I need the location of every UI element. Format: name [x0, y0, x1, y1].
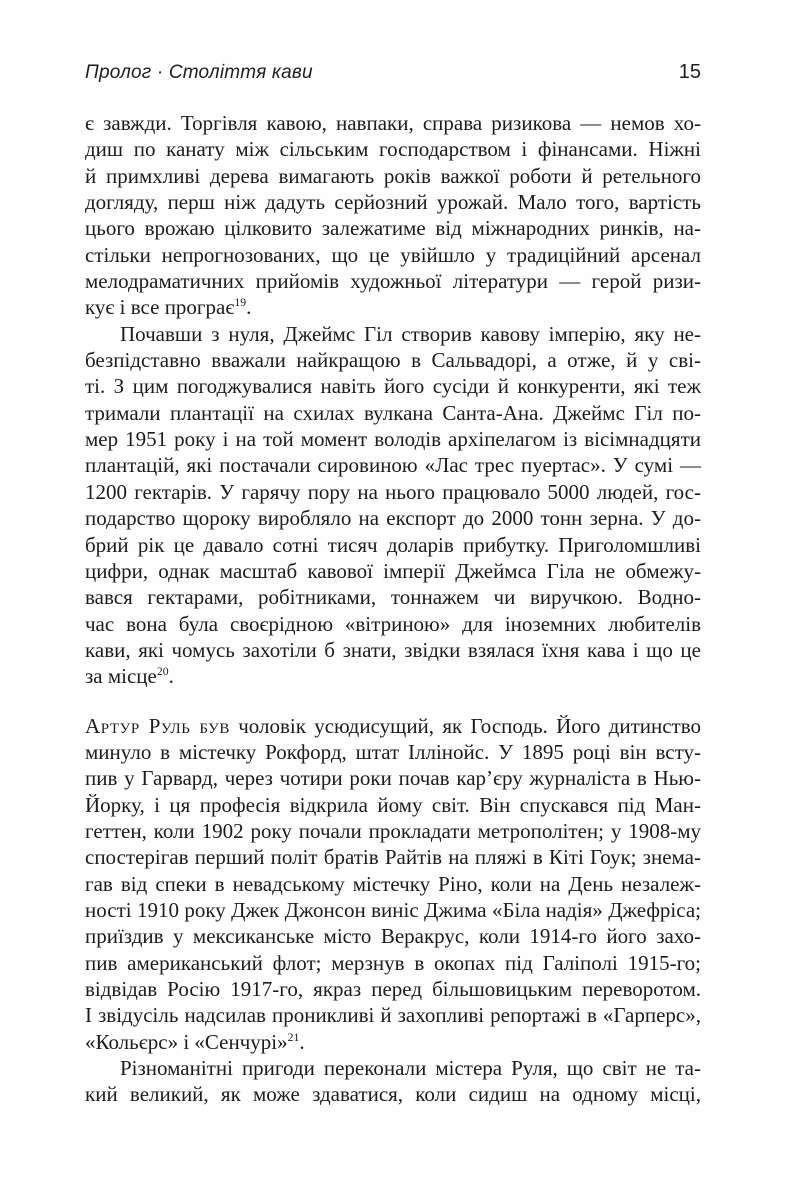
text-line: брий рік це давало сотні тисяч доларів прибутку. Приголомшливі — [85, 532, 701, 557]
paragraph — [85, 110, 701, 321]
text-line: 1200 гектарів. У гарячу пору на нього працювало 5000 людей, гос- — [85, 479, 701, 504]
text-line: ності 1910 року Джек Джонсон виніс Джима «Біла надія» Джефріса; — [85, 897, 701, 922]
text-line: цифри, однак масштаб кавової імперії Джеймса Гіла не обмежу- — [85, 558, 701, 583]
footnote-ref: 20 — [156, 665, 169, 679]
text-line: минуло в містечку Рокфорд, штат Іллінойс. У 1895 році він всту- — [85, 739, 701, 764]
text-line: кави, які чомусь захотіли б знати, звідки взялася їхня кава і що це — [85, 637, 701, 662]
text-line: за місце$^{20}$. — [85, 664, 174, 689]
text-line: «Кольєрс» і «Сенчурі»$^{21}$. — [85, 1029, 305, 1054]
text-line: стільки непрогнозованих, що це увійшло у традиційний арсенал — [85, 242, 701, 267]
text-line: час вона була своєрідною «вітриною» для іноземних любителів — [85, 611, 701, 636]
text-line: ті. З цим погоджувалися навіть його сусіди й конкуренти, які теж — [85, 374, 701, 399]
text-line: Йорку, і ця професія відкрила йому світ. Він спускався під Ман- — [85, 792, 701, 817]
section-lead-smallcaps: Артур Руль був — [85, 713, 230, 738]
text-line: геттен, коли 1902 року почали прокладати метрополітен; у 1908-му — [85, 818, 701, 843]
footnote-ref: 19 — [234, 296, 247, 310]
text-line: кий великий, як може здаватися, коли сидиш на одному місці, — [85, 1082, 701, 1107]
text-line: подарство щороку виробляло на експорт до 2000 тонн зерна. У до- — [85, 506, 701, 531]
page-header — [85, 61, 701, 84]
text-line: є завжди. Торгівля кавою, навпаки, справа ризикова — немов хо- — [85, 111, 701, 135]
footnote-ref: 21 — [287, 1030, 300, 1044]
text-line: спостерігав перший політ братів Райтів на пляжі в Кіті Гоук; знема- — [85, 845, 701, 870]
paragraph — [85, 321, 701, 690]
text-line: мелодраматичних прийомів художньої літератури — герой ризи- — [85, 269, 701, 294]
text-line: кує і все програє$^{19}$. — [85, 295, 252, 320]
text-line: пив американський флот; мерзнув в окопах під Галіполі 1915-го; — [85, 950, 701, 975]
running-title: Пролог · Століття кави — [85, 62, 313, 83]
text-line: гав від спеки в невадському містечку Ріно, коли на День незалеж- — [85, 871, 701, 896]
text-line: й примхливі дерева вимагають років важкої роботи й ретельного — [85, 163, 701, 188]
text-line: приїздив у мексиканське місто Веракрус, коли 1914-го його захо- — [85, 924, 701, 949]
text-line: відвідав Росію 1917-го, якраз перед більшовицьким переворотом. — [85, 977, 701, 1001]
paragraph — [85, 1055, 701, 1108]
text-line: тримали плантації на схилах вулкана Санта-Ана. Джеймс Гіл по- — [85, 400, 701, 425]
text-line: Артур Руль був чоловік усюдисущий, як Господь. Його дитинство — [85, 713, 701, 738]
text-line: догляду, перш ніж дадуть серйозний урожай. Мало того, вартість — [85, 190, 701, 215]
paragraph — [85, 713, 701, 1055]
text-line: мер 1951 року і на той момент володів архіпелагом із вісімнадцяти — [85, 427, 701, 452]
text-line: диш по канату між сільським господарством і фінансами. Ніжні — [85, 137, 701, 162]
page-number: 15 — [678, 61, 701, 83]
text-line: цього врожаю цілковито залежатиме від міжнародних ринків, на- — [85, 216, 701, 241]
text-line: плантацій, які постачали сировиною «Лас трес пуертас». У сумі — — [85, 453, 701, 478]
page-body — [85, 110, 701, 1108]
text-line: І звідусіль надсилав проникливі й захопливі репортажі в «Гарперс», — [85, 1003, 701, 1028]
text-line: пив у Гарвард, через чотири роки почав кар’єру журналіста в Нью- — [85, 766, 701, 791]
text-line: вався гектарами, робітниками, тоннажем чи виручкою. Водно- — [85, 585, 701, 610]
text-line: Почавши з нуля, Джеймс Гіл створив кавову імперію, яку не- — [120, 321, 701, 346]
text-line: Різноманітні пригоди переконали містера Руля, що світ не та- — [120, 1056, 701, 1081]
text-line: безпідставно вважали найкращою в Сальвадорі, а отже, й у сві- — [85, 348, 701, 373]
